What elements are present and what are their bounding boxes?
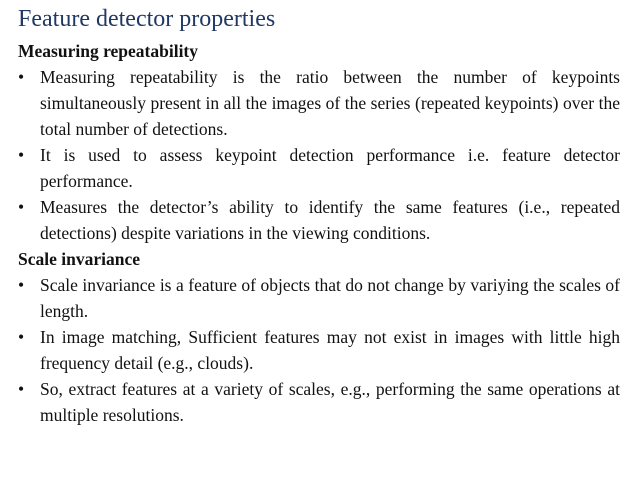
section-heading: Scale invariance [18, 249, 140, 269]
section-measuring-repeatability [18, 38, 620, 246]
bullet-list [18, 64, 620, 246]
bullet-item [18, 194, 620, 246]
bullet-icon: • [18, 67, 25, 87]
slide-title: Feature detector properties [18, 6, 276, 32]
bullet-item [18, 64, 620, 142]
bullet-text: So, extract features at a variety of scales, e.g., performing the same operations at multiple resolutions. [40, 379, 620, 425]
bullet-item [18, 376, 620, 428]
slide-content [18, 38, 620, 428]
bullet-icon: • [18, 379, 25, 399]
bullet-item [18, 272, 620, 324]
bullet-item [18, 142, 620, 194]
bullet-icon: • [18, 327, 25, 347]
bullet-list [18, 272, 620, 428]
section-scale-invariance [18, 246, 620, 428]
bullet-icon: • [18, 145, 25, 165]
bullet-icon: • [18, 275, 25, 295]
bullet-text: It is used to assess keypoint detection performance i.e. feature detector performance. [40, 145, 620, 191]
bullet-item [18, 324, 620, 376]
bullet-icon: • [18, 197, 25, 217]
bullet-text: Scale invariance is a feature of objects that do not change by variying the scales of length. [40, 275, 620, 321]
section-heading: Measuring repeatability [18, 41, 199, 61]
bullet-text: Measuring repeatability is the ratio between the number of keypoints simultaneously present in all the images of the series (repeated keypoints) over the total number of detections. [40, 67, 620, 139]
bullet-text: In image matching, Sufficient features may not exist in images with little high frequency detail (e.g., clouds). [40, 327, 620, 373]
bullet-text: Measures the detector’s ability to identify the same features (i.e., repeated detections) despite variations in the viewing conditions. [40, 197, 620, 243]
